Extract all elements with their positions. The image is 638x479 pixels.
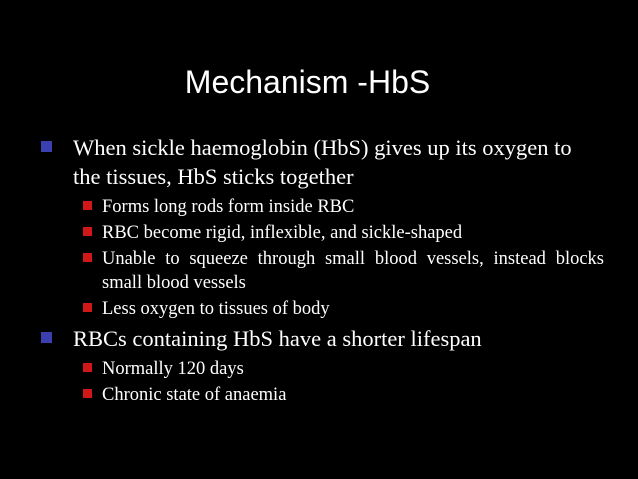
square-bullet-icon	[83, 227, 92, 236]
square-bullet-icon	[83, 303, 92, 312]
bullet-list	[40, 133, 604, 409]
square-bullet-icon	[83, 253, 92, 262]
square-bullet-icon	[83, 363, 92, 372]
sub-bullet-text: Normally 120 days	[102, 359, 244, 379]
square-bullet-icon	[41, 141, 52, 152]
sub-bullet-text: RBC become rigid, inflexible, and sickle-shaped	[102, 223, 463, 243]
sub-bullet-text: Unable to squeeze through small blood vessels, instead blocks small blood vessels	[102, 249, 604, 293]
slide-title: Mechanism -HbS	[184, 64, 431, 100]
sub-bullet-item	[73, 247, 604, 295]
sub-bullet-list	[73, 357, 604, 407]
sub-bullet-text: Forms long rods form inside RBC	[102, 197, 355, 217]
square-bullet-icon	[41, 332, 52, 343]
sub-bullet-text: Chronic state of anaemia	[102, 385, 287, 405]
bullet-text: When sickle haemoglobin (HbS) gives up its oxygen to the tissues, HbS sticks together	[73, 135, 572, 189]
sub-bullet-list	[73, 195, 604, 321]
bullet-text: RBCs containing HbS have a shorter lifespan	[73, 326, 482, 351]
sub-bullet-item	[73, 297, 604, 321]
bullet-item	[40, 133, 604, 321]
bullet-item	[40, 324, 604, 407]
sub-bullet-item	[73, 357, 604, 381]
sub-bullet-item	[73, 195, 604, 219]
sub-bullet-text: Less oxygen to tissues of body	[102, 299, 330, 319]
square-bullet-icon	[83, 201, 92, 210]
sub-bullet-item	[73, 221, 604, 245]
square-bullet-icon	[83, 389, 92, 398]
sub-bullet-item	[73, 383, 604, 407]
